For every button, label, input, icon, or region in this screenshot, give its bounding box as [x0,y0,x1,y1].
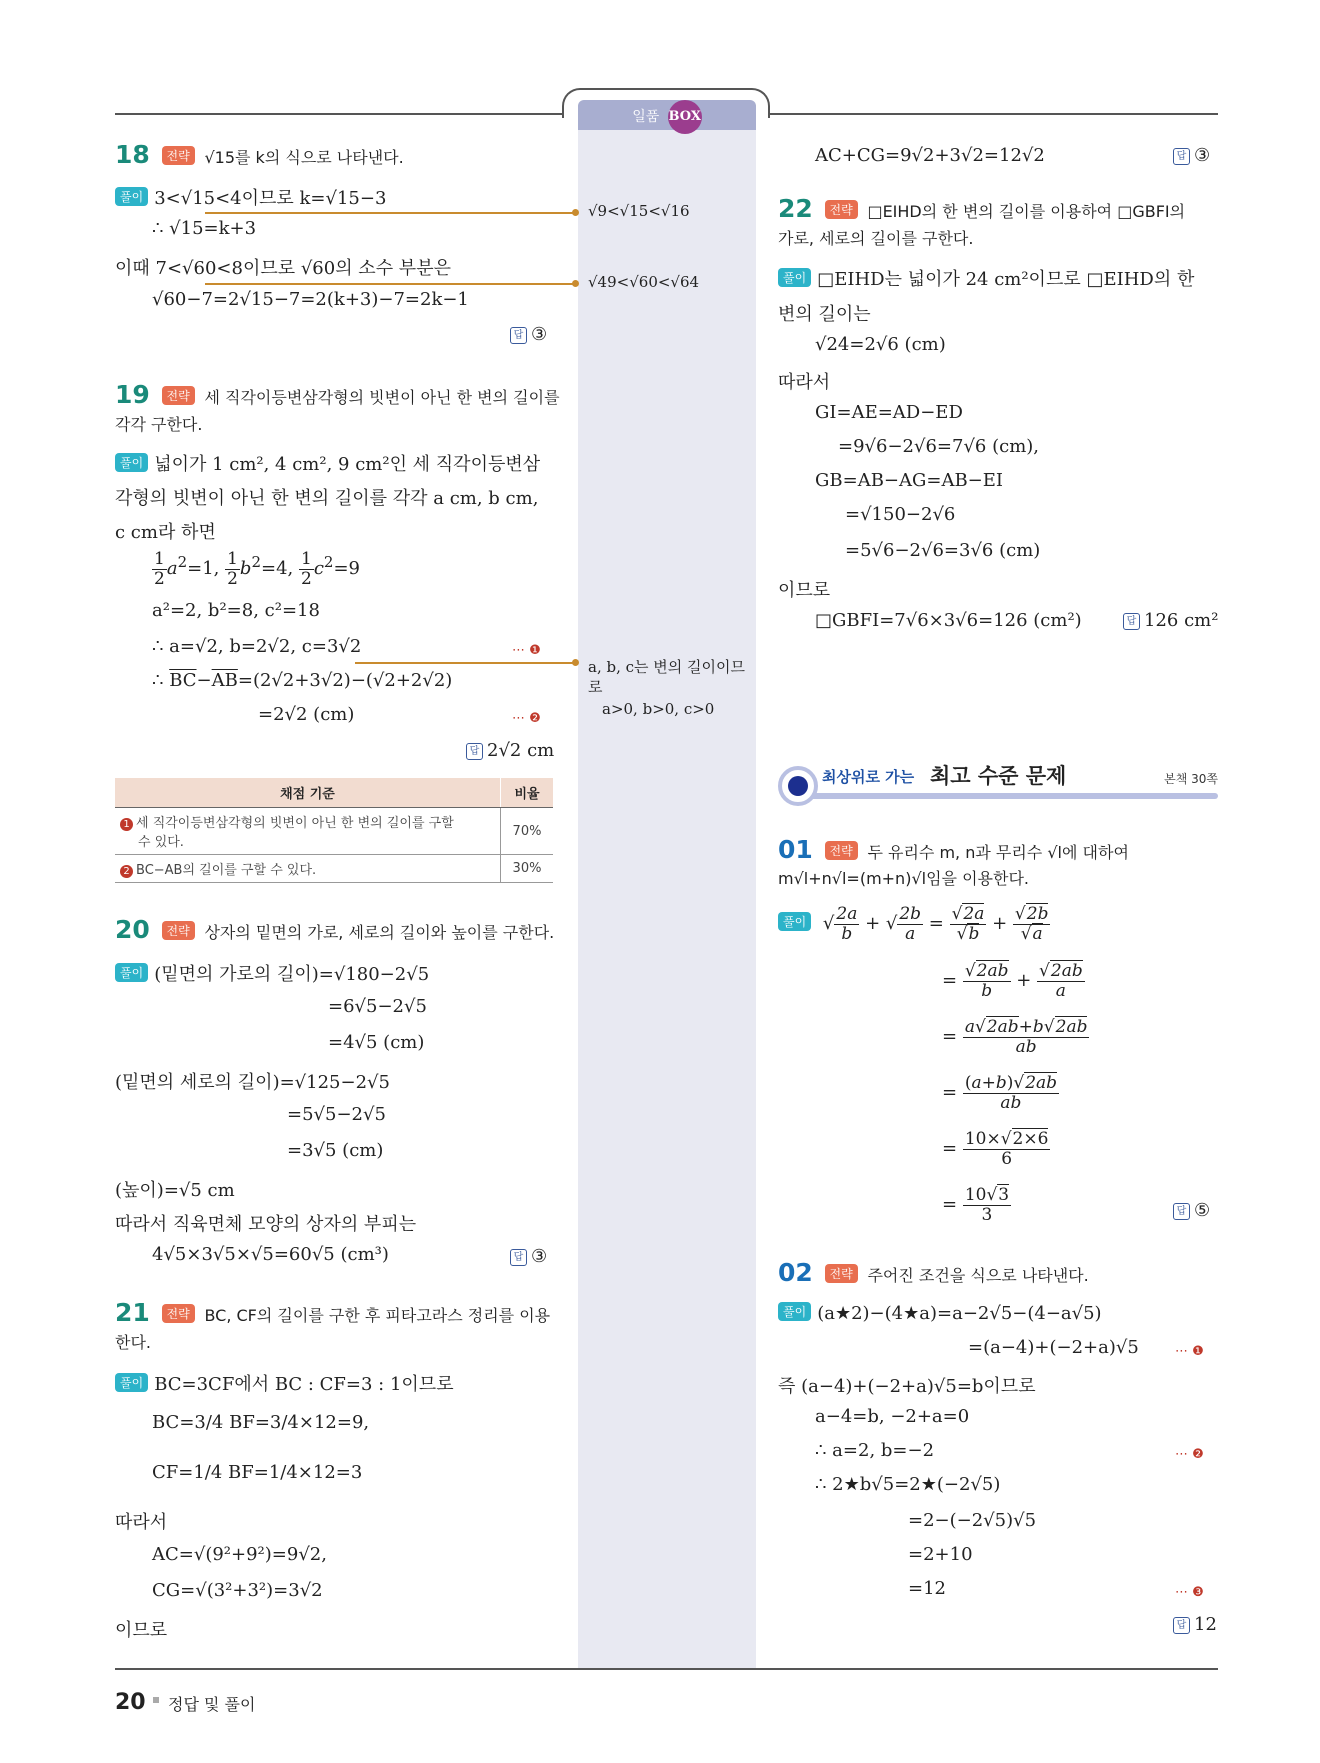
footer-label: 정답 및 풀이 [168,1695,256,1714]
q20-line8: 따라서 직육면체 모양의 상자의 부피는 [115,1214,417,1235]
answer-value: 2√2 cm [487,740,555,761]
q22-line4: 따라서 [778,372,831,393]
q19-step2 [512,706,541,727]
p02-line1 [778,1302,1102,1324]
q18-line2: ∴ √15=k+3 [152,218,257,239]
strategy-tag: 전략 [162,386,195,405]
grading-text: BC−AB의 길이를 구할 수 있다. [136,863,317,878]
q22-line8: =√150−2√6 [845,504,956,525]
p02-line9: =12 [908,1578,946,1599]
question-number: 22 [778,194,813,223]
strategy-tag: 전략 [825,1264,858,1283]
q20-line3: =4√5 (cm) [328,1032,425,1053]
q19-line8: =2√2 (cm) [258,704,355,725]
solution-tag: 풀이 [778,1302,811,1321]
q20-line7: (높이)=√5 cm [115,1180,235,1201]
q21-header [115,1298,550,1327]
q19-line1 [115,450,540,476]
q19-side-note1: a, b, c는 변의 길이이므 [588,658,745,676]
q20-header [115,915,554,944]
p02-step3 [1175,1580,1204,1601]
q19-connector [355,662,575,664]
q22-line7: GB=AB−AG=AB−EI [815,470,1004,491]
p01-eq1: 풀이 √ $\frac{2a}{b}$ + √ $\frac{2b}{a}$ = $\frac{√2a}{√b}$ + $\frac{√2b}{√a}$ [778,905,1050,943]
grading-row2-ratio: 30% [501,855,554,883]
q22-line11: □GBFI=7√6×3√6=126 (cm²) [815,610,1082,631]
grading-text: 세 직각이등변삼각형의 빗변이 아닌 한 변의 길이를 구할 [136,816,454,831]
answer-icon: 답 [510,1249,527,1266]
q18-line3: 이때 7<√60<8이므로 √60의 소수 부분은 [115,258,451,279]
p01-eq6: = $\frac{10√3}{3}$ [942,1185,1010,1225]
p02-line3: 즉 (a−4)+(−2+a)√5=b이므로 [778,1376,1036,1397]
q20-line9: 4√5×3√5×√5=60√5 (cm³) [152,1244,389,1265]
section-title: 최고 수준 문제 [930,764,1067,788]
answer-icon: 답 [1173,1617,1190,1634]
solution-tag: 풀이 [778,268,811,287]
solution-text: □EIHD는 넓이가 24 cm²이므로 □EIHD의 한 [817,269,1195,290]
p01-eq5: = $\frac{10\times√2\times 6}{6}$ [942,1129,1049,1169]
q18-answer [510,324,547,345]
p02-line6: ∴ 2★b√5=2★(−2√5) [815,1474,1001,1495]
step-marker: ⋯ ❶ [512,643,541,658]
segment-bc: $\overline{BC}$ [169,670,197,691]
q19-line6: ∴ a=√2, b=2√2, c=3√2 [152,636,362,657]
grading-text: 수 있다. [138,835,184,850]
grading-row2 [115,855,501,883]
top-rule-left [115,113,565,115]
q19-line2: 각형의 빗변이 아닌 한 변의 길이를 각각 a cm, b cm, [115,488,539,509]
step-marker: ⋯ ❷ [512,711,541,726]
minus-sign: − [196,670,212,691]
question-number: 20 [115,915,150,944]
strategy-tag: 전략 [162,146,195,165]
connector-dot [572,659,579,666]
grading-number: 2 [120,865,133,878]
section-bar [798,793,1218,799]
solution-text: 넓이가 1 cm², 4 cm², 9 cm²인 세 직각이등변삼 [154,454,541,475]
answer-value: 12 [1194,1614,1217,1635]
connector-dot [572,209,579,216]
q22-strategy-line2: 가로, 세로의 길이를 구한다. [778,229,974,248]
grading-row1 [115,808,501,855]
q19-strategy-line2: 각각 구한다. [115,415,203,434]
q21-line5: AC=√(9²+9²)=9√2, [152,1544,327,1565]
expression: =(2√2+3√2)−(√2+2√2) [237,670,453,691]
q18-side-note1: √9<√15<√16 [588,202,690,220]
p02-line5: ∴ a=2, b=−2 [815,1440,935,1461]
connector-dot [572,280,579,287]
problem-number: 01 [778,835,813,864]
q22-header [778,194,1185,223]
p01-eq4: = $\frac{(a+b)√2ab}{ab}$ [942,1073,1058,1113]
q18-header [115,140,404,169]
section-bullet-icon [778,766,818,806]
p01-eq2: = $\frac{√2ab}{b}$ + $\frac{√2ab}{a}$ [942,961,1083,1001]
box-badge: BOX [668,100,702,134]
strategy-text: 주어진 조건을 식으로 나타낸다. [867,1266,1089,1285]
strategy-tag: 전략 [162,1304,195,1323]
q22-answer [1123,610,1218,631]
q18-connector2 [205,283,575,285]
p01-header [778,835,1129,864]
p02-line4: a−4=b, −2+a=0 [815,1406,970,1427]
step-marker: ⋯ ❶ [1175,1344,1204,1359]
strategy-tag: 전략 [162,921,195,940]
therefore-sign: ∴ [152,670,170,691]
q21-line1 [115,1370,454,1396]
p02-line8: =2+10 [908,1544,973,1565]
solution-tag: 풀이 [115,453,148,472]
q22-line10: 이므로 [778,580,831,601]
p02-step1 [1175,1339,1204,1360]
step-marker: ⋯ ❸ [1175,1585,1204,1600]
q21-answer [1173,145,1210,166]
q19-step1 [512,638,541,659]
p02-step2 [1175,1442,1204,1463]
solution-tag: 풀이 [115,187,148,206]
q22-line6: =9√6−2√6=7√6 (cm), [838,436,1040,457]
q19-fraction-line: $\frac{1}{2}$ $a^2=1$, $\frac{1}{2}$ $b^2=4$, $\frac{1}{2}$ $c^2=9$ [154,549,360,589]
answer-value: ③ [1194,145,1211,166]
solution-text: 3<√15<4이므로 k=√15−3 [154,188,387,209]
p01-strategy-line2: m√l+n√l=(m+n)√l임을 이용한다. [778,869,1029,888]
strategy-text: □EIHD의 한 변의 길이를 이용하여 □GBFI의 [867,202,1186,221]
q21-line2: BC=3/4 BF=3/4×12=9, [152,1412,370,1433]
q19-line3: c cm라 하면 [115,522,216,543]
q19-line7 [152,670,452,691]
p01-answer [1173,1200,1210,1221]
solution-text: BC=3CF에서 BC : CF=3 : 1이므로 [154,1374,454,1395]
q21-line4: 따라서 [115,1512,168,1533]
q19-side-note2: 로 [588,678,603,696]
footer-separator [153,1697,159,1703]
answer-icon: 답 [510,327,527,344]
q18-connector1 [205,212,575,214]
q21-line7: 이므로 [115,1620,168,1641]
q21-line3: CF=1/4 BF=1/4×12=3 [152,1462,363,1483]
q18-side-note2: √49<√60<√64 [588,273,700,291]
grading-header-ratio: 비율 [501,778,554,808]
p02-line7: =2−(−2√5)√5 [908,1510,1037,1531]
solution-text: (a★2)−(4★a)=a−2√5−(4−a√5) [817,1303,1102,1324]
q22-line2: 변의 길이는 [778,304,871,325]
grading-header-criteria: 채점 기준 [115,778,501,808]
q18-line4: √60−7=2√15−7=2(k+3)−7=2k−1 [152,289,469,310]
fraction-half: $\frac{1}{2}$ [154,549,165,589]
p01-eq3: = $\frac{a√2ab+b√2ab}{ab}$ [942,1017,1088,1057]
q22-line5: GI=AE=AD−ED [815,402,963,423]
answer-value: 126 cm² [1144,610,1219,631]
strategy-tag: 전략 [825,841,858,860]
answer-icon: 답 [1123,613,1140,630]
question-number: 21 [115,1298,150,1327]
segment-ab: $\overline{AB}$ [211,670,238,691]
solution-tag: 풀이 [778,912,811,931]
section-header [778,760,1218,804]
q20-line4: (밑면의 세로의 길이)=√125−2√5 [115,1072,390,1093]
grading-row1-ratio: 70% [501,808,554,855]
strategy-text: 두 유리수 m, n과 무리수 √l에 대하여 [867,843,1129,862]
q20-line2: =6√5−2√5 [328,996,427,1017]
q22-line3: √24=2√6 (cm) [815,334,946,355]
strategy-text: BC, CF의 길이를 구한 후 피타고라스 정리를 이용 [204,1306,551,1325]
q21-strategy-line2: 한다. [115,1333,151,1352]
section-subtitle: 최상위로 가는 [822,768,915,786]
p02-line2: =(a−4)+(−2+a)√5 [968,1337,1139,1358]
step-marker: ⋯ ❷ [1175,1447,1204,1462]
grading-table [115,778,553,883]
answer-icon: 답 [1173,1203,1190,1220]
strategy-text: 세 직각이등변삼각형의 빗변이 아닌 한 변의 길이를 [204,388,560,407]
strategy-tag: 전략 [825,200,858,219]
q20-answer [510,1246,547,1267]
problem-number: 02 [778,1258,813,1287]
answer-value: ③ [531,324,548,345]
side-box-header [578,100,756,130]
answer-icon: 답 [1173,148,1190,165]
q19-header [115,380,560,409]
top-rule-right [765,113,1218,115]
p02-header [778,1258,1089,1287]
strategy-text: 상자의 밑면의 가로, 세로의 길이와 높이를 구한다. [204,923,555,942]
q19-line5: a²=2, b²=8, c²=18 [152,600,320,621]
section-reference: 본책 30쪽 [1164,772,1218,786]
q20-line5: =5√5−2√5 [287,1104,386,1125]
question-number: 19 [115,380,150,409]
page-number: 20 [115,1690,146,1715]
question-number: 18 [115,140,150,169]
solution-tag: 풀이 [115,963,148,982]
q18-line1 [115,184,386,210]
bottom-rule [115,1668,1218,1670]
fraction-half: $\frac{1}{2}$ [227,549,238,589]
box-label: 일품 [632,109,660,125]
answer-value: ③ [531,1246,548,1267]
q20-line1 [115,960,429,986]
answer-icon: 답 [466,743,483,760]
grading-number: 1 [120,818,133,831]
fraction-half: $\frac{1}{2}$ [300,549,312,589]
solution-text: (밑면의 가로의 길이)=√180−2√5 [154,964,430,985]
q19-answer [466,740,554,761]
q21-line6: CG=√(3²+3²)=3√2 [152,1580,323,1601]
q22-line1 [778,265,1194,291]
p02-answer [1173,1614,1217,1635]
solution-tag: 풀이 [115,1373,148,1392]
strategy-text: √15를 k의 식으로 나타낸다. [204,148,404,167]
side-box-column [578,118,756,1668]
answer-value: ⑤ [1194,1200,1211,1221]
q20-line6: =3√5 (cm) [287,1140,384,1161]
q19-side-note3: a>0, b>0, c>0 [602,700,715,718]
q21-right-line: AC+CG=9√2+3√2=12√2 [815,145,1045,166]
q22-line9: =5√6−2√6=3√6 (cm) [845,540,1041,561]
